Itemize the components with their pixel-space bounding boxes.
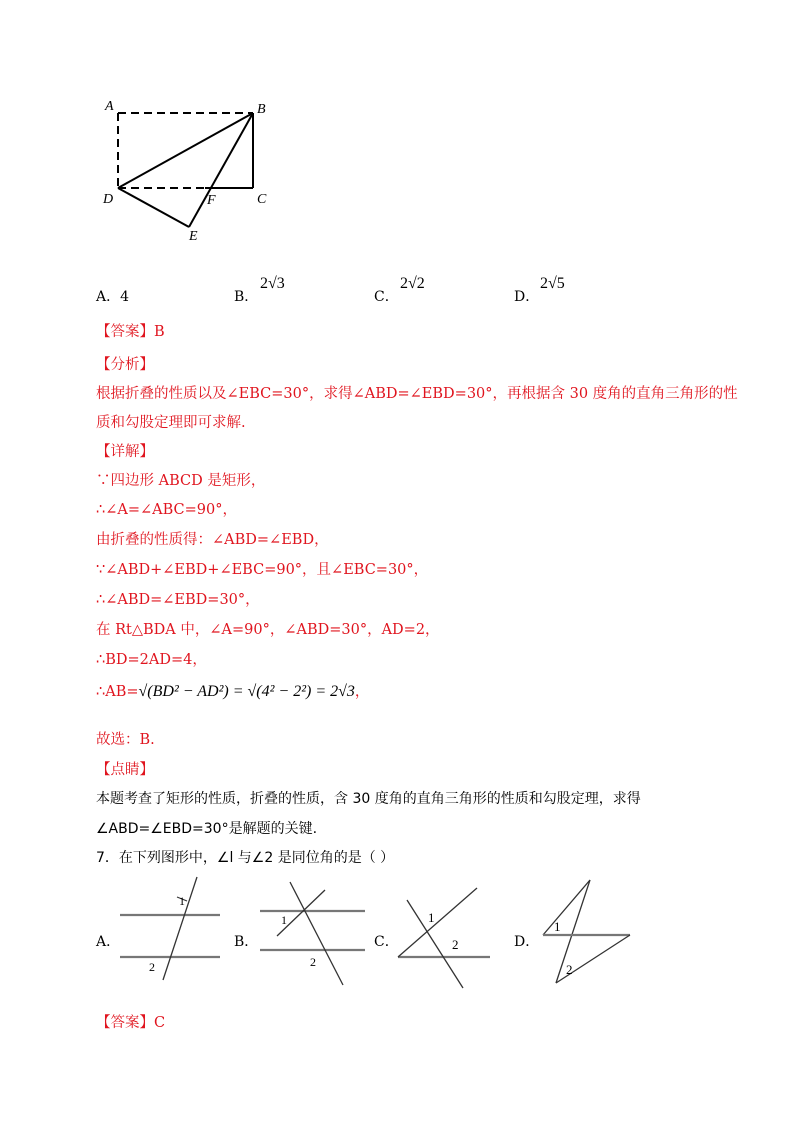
option-a: A．4 [96,289,130,305]
detail-tag: 【详解】 [96,444,154,460]
q7-figure-a [115,875,225,985]
q7-figure-c [395,880,495,990]
detail-line-5: ∴∠ABD=∠EBD=30°， [96,592,260,608]
detail-line-6: 在 Rt△BDA 中，∠A=90°，∠ABD=30°，AD=2， [96,622,440,638]
label-c: C [257,192,267,207]
svg-text:1: 1 [281,913,287,927]
analysis-text-1: 根据折叠的性质以及∠EBC=30°，求得∠ABD=∠EBD=30°，再根据含 30 度角的直角三角形的性 [96,386,738,402]
q7-option-a-label: A． [96,934,121,950]
option-b-value: 2√3 [260,275,285,292]
q7-figure-b [255,880,370,990]
q7-figure-d [538,875,633,990]
segment-de [118,188,189,227]
comment-tag: 【点睛】 [96,762,154,778]
option-b: B． [234,289,259,305]
ab-formula: √(BD² − AD²) = √(4² − 2²) = 2√3 [138,683,355,700]
option-d: D． [514,289,540,305]
option-c: C． [374,289,399,305]
q7-option-b-label: B． [234,934,259,950]
detail-line-3: 由折叠的性质得：∠ABD=∠EBD， [96,532,329,548]
detail-line-8: ∴AB=√(BD² − AD²) = √(4² − 2²) = 2√3， [96,683,370,700]
svg-text:1: 1 [428,910,435,925]
svg-text:2: 2 [310,955,316,969]
q7-answer-line: 【答案】C [96,1015,166,1031]
label-e: E [189,229,198,244]
analysis-tag: 【分析】 [96,357,154,373]
svg-text:1: 1 [179,894,185,908]
label-a: A [105,99,114,114]
label-b: B [257,102,266,117]
label-f: F [207,193,216,208]
detail-line-7: ∴BD=2AD=4， [96,652,207,668]
comment-text-1: 本题考查了矩形的性质，折叠的性质，含 30 度角的直角三角形的性质和勾股定理，求得 [96,791,641,807]
svg-text:2: 2 [452,937,459,952]
detail-line-4: ∵∠ABD+∠EBD+∠EBC=90°，且∠EBC=30°， [96,562,429,578]
q7-option-d-label: D． [514,934,540,950]
option-d-value: 2√5 [540,275,565,292]
answer-line: 【答案】B [96,324,165,340]
q7-option-c-label: C． [374,934,399,950]
svg-text:1: 1 [554,919,561,934]
label-d: D [103,192,114,207]
svg-text:2: 2 [149,960,155,974]
svg-text:2: 2 [566,962,573,977]
detail-line-1: ∵四边形 ABCD 是矩形， [96,473,266,489]
analysis-text-2: 质和勾股定理即可求解. [96,415,246,431]
q7-stem: 7．在下列图形中，∠l 与∠2 是同位角的是（ ） [96,850,395,866]
detail-line-2: ∴∠A=∠ABC=90°， [96,502,237,518]
choose-line: 故选：B. [96,732,155,748]
comment-text-2: ∠ABD=∠EBD=30°是解题的关键. [96,821,318,837]
option-c-value: 2√2 [400,275,425,292]
fold-figure [95,95,285,245]
